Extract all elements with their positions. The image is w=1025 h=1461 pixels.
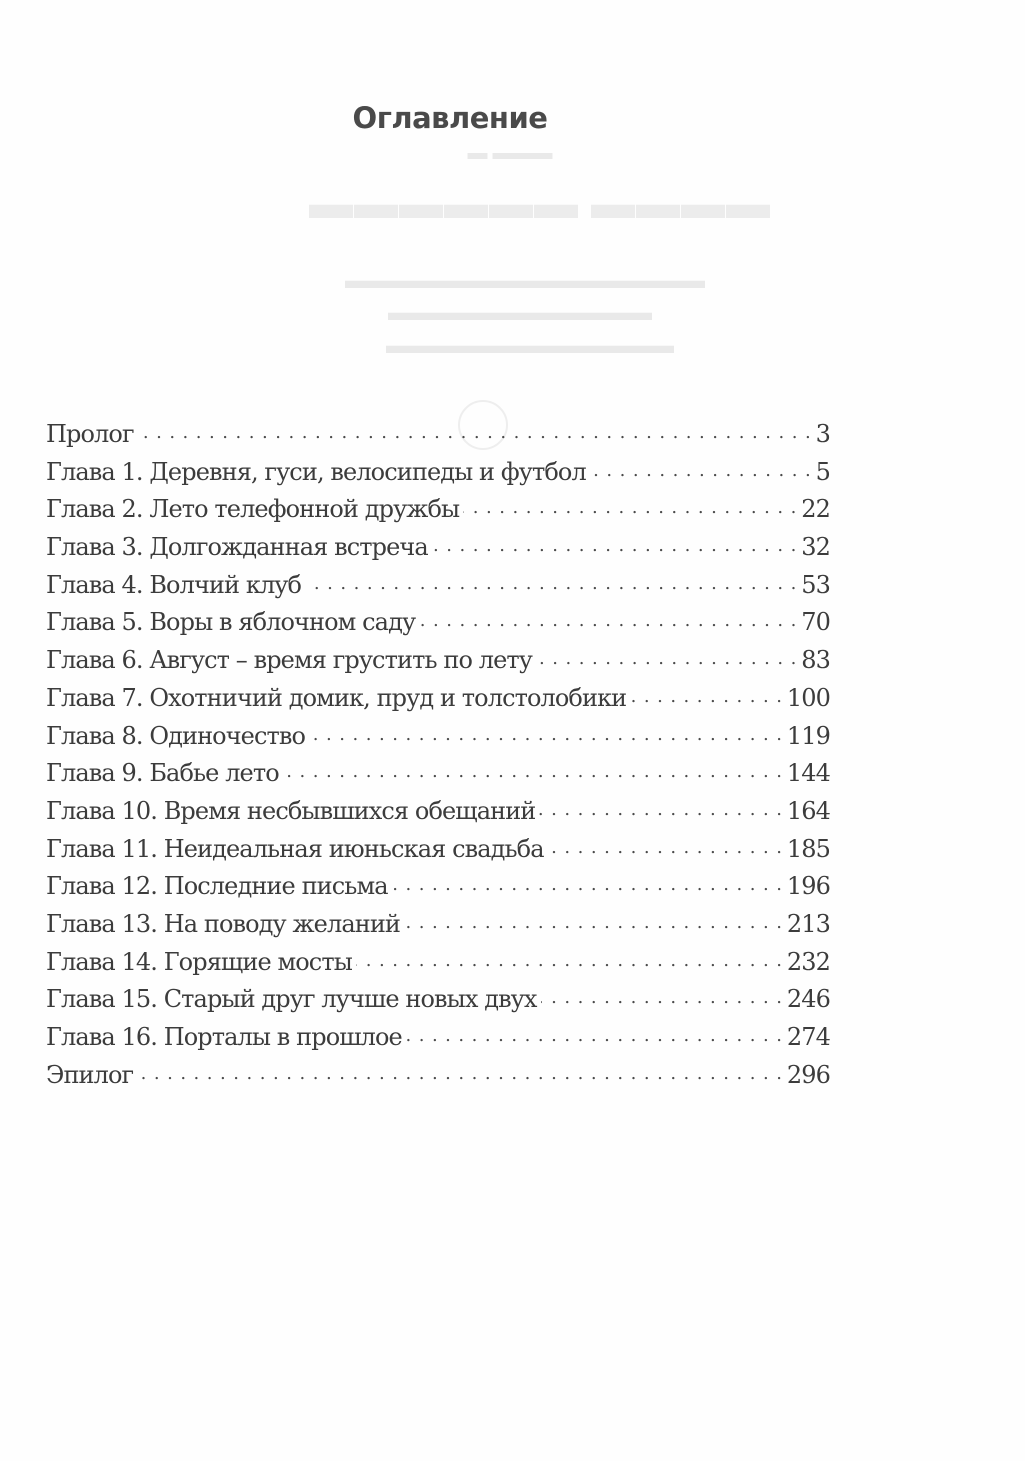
toc-entry-page-number: 70 (801, 608, 830, 637)
toc-entry-title: Глава 16. Порталы в прошлое (46, 1023, 402, 1051)
toc-entry (46, 682, 830, 720)
dot-leader (536, 644, 797, 668)
toc-entry-title: Глава 4. Волчий клуб (46, 570, 302, 599)
toc-entry-page-number: 5 (815, 457, 830, 486)
dot-leader (419, 606, 797, 630)
toc-entry-page-number: 246 (786, 985, 830, 1014)
table-of-contents (46, 418, 830, 1096)
toc-entry-title: Глава 13. На поводу желаний (46, 909, 401, 938)
toc-entry-page-number: 144 (786, 759, 830, 788)
toc-entry (46, 1021, 830, 1059)
toc-entry (46, 720, 830, 758)
show-through-text: ▬▬▬▬ ▬▬▬▬▬▬ (308, 179, 770, 228)
dot-leader (590, 456, 812, 480)
toc-entry (46, 908, 830, 946)
toc-entry-page-number: 53 (801, 570, 830, 599)
toc-entry (46, 456, 830, 494)
dot-leader (309, 720, 783, 744)
toc-entry-title: Глава 10. Время несбывшихся обещаний (46, 796, 536, 825)
toc-entry-title: Глава 5. Воры в яблочном саду (46, 608, 416, 637)
toc-entry-page-number: 119 (786, 721, 830, 750)
dot-leader (305, 569, 797, 593)
toc-entry-page-number: 274 (786, 1023, 830, 1051)
toc-entry-page-number: 232 (786, 947, 830, 976)
toc-entry-page-number: 100 (786, 683, 830, 712)
toc-entry (46, 833, 830, 871)
toc-entry-title: Глава 15. Старый друг лучше новых двух (46, 985, 537, 1014)
toc-entry (46, 1059, 830, 1097)
toc-entry (46, 870, 830, 908)
toc-entry-title: Глава 14. Горящие мосты (46, 947, 352, 976)
toc-entry-page-number: 83 (801, 646, 830, 675)
dot-leader (138, 418, 812, 442)
toc-entry (46, 644, 830, 682)
dot-leader (548, 833, 783, 857)
toc-entry-title: Глава 12. Последние письма (46, 872, 388, 901)
dot-leader (539, 795, 782, 819)
toc-entry-title: Глава 6. Август – время грустить по лету (46, 646, 532, 675)
toc-entry (46, 795, 830, 833)
dot-leader (432, 531, 797, 555)
toc-entry (46, 531, 830, 569)
toc-entry-title: Глава 9. Бабье лето (46, 759, 279, 788)
toc-entry (46, 983, 830, 1021)
dot-leader (630, 682, 783, 706)
show-through-text: ▬▬▬ ▬ (467, 142, 553, 164)
toc-entry-page-number: 185 (786, 834, 830, 863)
toc-entry-title: Глава 7. Охотничий домик, пруд и толстолобики (46, 683, 627, 712)
show-through-text: ▬▬▬▬▬▬▬▬▬▬▬▬ (386, 333, 674, 359)
dot-leader (406, 1021, 783, 1045)
toc-entry (46, 606, 830, 644)
toc-entry (46, 757, 830, 795)
toc-entry (46, 946, 830, 984)
dot-leader (137, 1059, 783, 1083)
toc-entry (46, 493, 830, 531)
dot-leader (356, 946, 783, 970)
toc-entry-page-number: 3 (815, 420, 830, 448)
toc-entry-title: Глава 2. Лето телефонной дружбы (46, 495, 460, 524)
toc-entry-title: Глава 3. Долгожданная встреча (46, 533, 428, 562)
toc-entry-page-number: 213 (786, 909, 830, 938)
toc-entry-title: Глава 8. Одиночество (46, 721, 306, 750)
dot-leader (463, 493, 797, 517)
toc-entry (46, 569, 830, 607)
toc-entry-page-number: 164 (786, 796, 830, 825)
toc-entry-page-number: 32 (801, 533, 830, 562)
toc-entry-title: Эпилог (46, 1060, 134, 1089)
toc-entry-page-number: 296 (786, 1060, 830, 1089)
dot-leader (541, 983, 783, 1007)
show-through-text: ▬▬▬▬▬▬▬▬▬▬▬ (388, 300, 652, 326)
toc-entry-page-number: 196 (786, 872, 830, 901)
toc-entry-title: Глава 11. Неидеальная июньская свадьба (46, 834, 544, 863)
toc-entry-title: Глава 1. Деревня, гуси, велосипеды и футбол (46, 457, 586, 486)
toc-entry (46, 418, 830, 456)
dot-leader (392, 870, 783, 894)
show-through-text: ▬▬▬▬▬▬▬▬▬▬▬▬▬▬▬ (345, 268, 705, 294)
toc-entry-page-number: 22 (801, 495, 830, 524)
dot-leader (404, 908, 783, 932)
dot-leader (283, 757, 783, 781)
page-title: Оглавление (352, 101, 548, 136)
toc-entry-title: Пролог (46, 420, 134, 448)
